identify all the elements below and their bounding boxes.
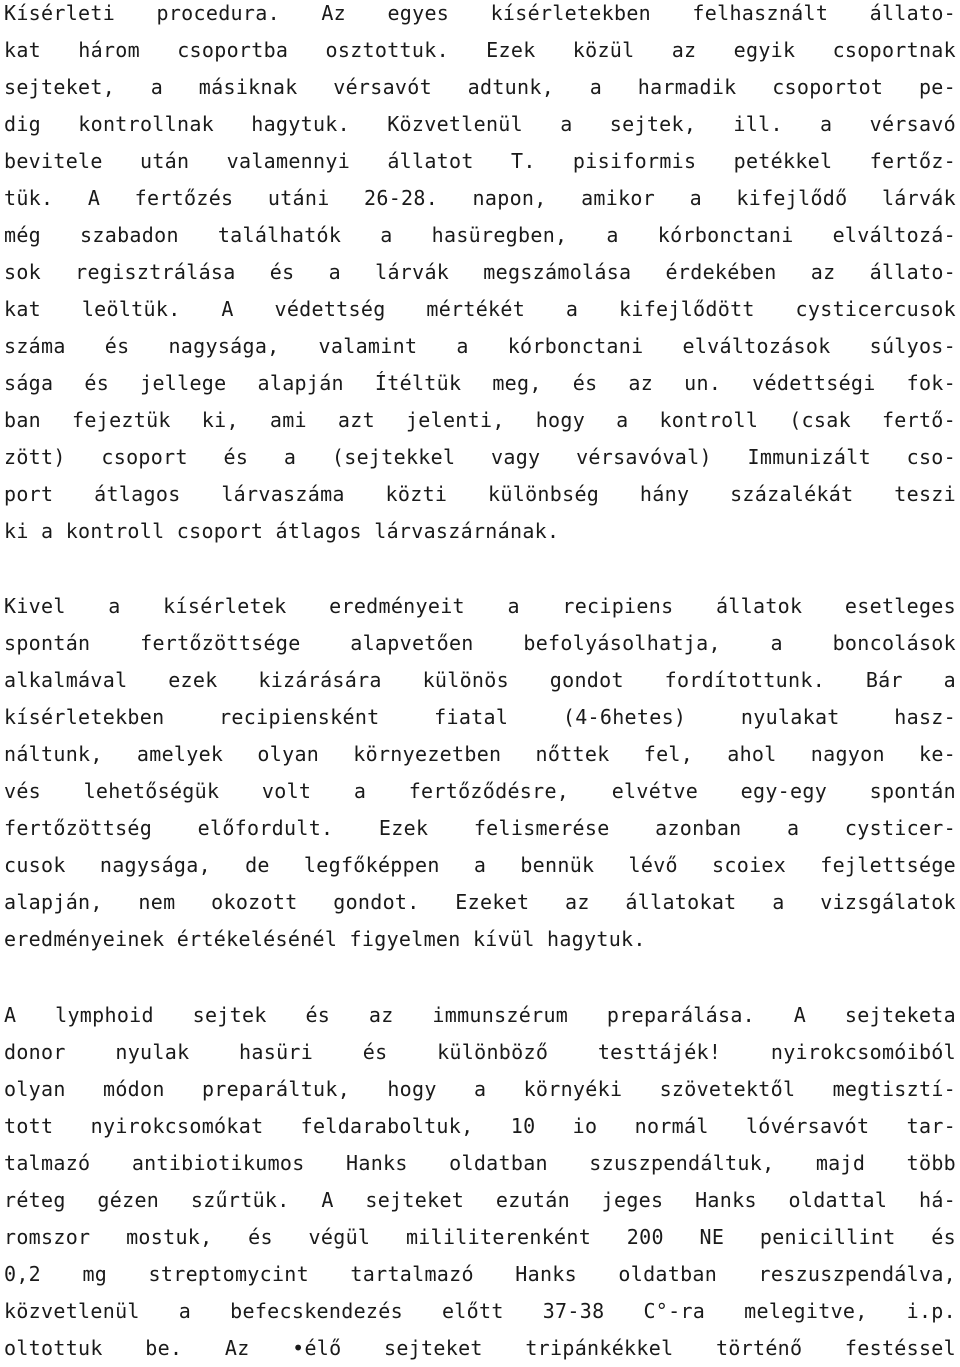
text-line: oltottuk be. Az •élő sejteket tripánkékkel történő festéssel [4,1336,956,1360]
text-line: sága és jellege alapján Ítéltük meg, és az un. védettségi fok- [4,371,956,395]
text-line: eredményeinek értékelésénél figyelmen kívül hagytuk. [4,927,646,951]
text-line: Kísérleti procedura. Az egyes kísérletekben felhasznált állato- [4,1,956,25]
text-line: ban fejeztük ki, ami azt jelenti, hogy a kontroll (csak fertő- [4,408,956,432]
text-line: réteg gézen szűrtük. A sejteket ezután jeges Hanks oldattal há- [4,1188,956,1212]
text-line: port átlagos lárvaszáma közti különbség hány százalékát teszi [4,482,956,506]
paragraph-lymphoid-cells-preparation [4,997,956,1367]
text-line: tott nyirokcsomókat feldaraboltuk, 10 io normál lóvérsavót tar- [4,1114,956,1138]
text-line: vés lehetőségük volt a fertőződésre, elvétve egy-egy spontán [4,779,956,803]
text-line: náltunk, amelyek olyan környezetben nőttek fel, ahol nagyon ke- [4,742,956,766]
text-line: sejteket, a másiknak vérsavót adtunk, a harmadik csoportot pe- [4,75,956,99]
text-line: spontán fertőzöttsége alapvetően befolyásolhatja, a boncolások [4,631,956,655]
text-line: Kivel a kísérletek eredményeit a recipiens állatok esetleges [4,594,956,618]
text-line: fertőzöttség előfordult. Ezek felismerése azonban a cysticer- [4,816,956,840]
text-line: ki a kontroll csoport átlagos lárvaszárnának. [4,519,560,543]
text-line: alkalmával ezek kizárására különös gondot fordítottunk. Bár a [4,668,956,692]
text-line: A lymphoid sejtek és az immunszérum preparálása. A sejteketa [4,1003,956,1027]
text-line: cusok nagysága, de legfőképpen a bennük lévő scoiex fejlettsége [4,853,956,877]
text-line: 0,2 mg streptomycint tartalmazó Hanks oldatban reszuszpendálva, [4,1262,956,1286]
text-line: talmazó antibiotikumos Hanks oldatban szuszpendáltuk, majd több [4,1151,956,1175]
text-line: sok regisztrálása és a lárvák megszámolása érdekében az állato- [4,260,956,284]
text-line: alapján, nem okozott gondot. Ezeket az állatokat a vizsgálatok [4,890,956,914]
text-line: száma és nagysága, valamint a kórbonctani elváltozások súlyos- [4,334,956,358]
text-line: kísérletekben recipiensként fiatal (4-6hetes) nyulakat hasz- [4,705,956,729]
text-line: dig kontrollnak hagytuk. Közvetlenül a sejtek, ill. a vérsavó [4,112,956,136]
text-line: még szabadon találhatók a hasüregben, a kórbonctani elváltozá- [4,223,956,247]
paragraph-experimental-procedure [4,0,956,550]
text-line: kat leöltük. A védettség mértékét a kifejlődött cysticercusok [4,297,956,321]
paragraph-spontaneous-infection [4,588,956,958]
text-line: kat három csoportba osztottuk. Ezek közül az egyik csoportnak [4,38,956,62]
text-line: közvetlenül a befecskendezés előtt 37-38 C°-ra melegitve, i.p. [4,1299,956,1323]
text-line: tük. A fertőzés utáni 26-28. napon, amikor a kifejlődő lárvák [4,186,956,210]
text-line: bevitele után valamennyi állatot T. pisiformis petékkel fertőz- [4,149,956,173]
text-line: donor nyulak hasüri és különböző testtájék! nyirokcsomóiból [4,1040,956,1064]
text-line: zött) csoport és a (sejtekkel vagy vérsavóval) Immunizált cso- [4,445,956,469]
text-line: romszor mostuk, és végül mililiterenként 200 NE penicillint és [4,1225,956,1249]
text-line: olyan módon preparáltuk, hogy a környéki szövetektől megtisztí- [4,1077,956,1101]
